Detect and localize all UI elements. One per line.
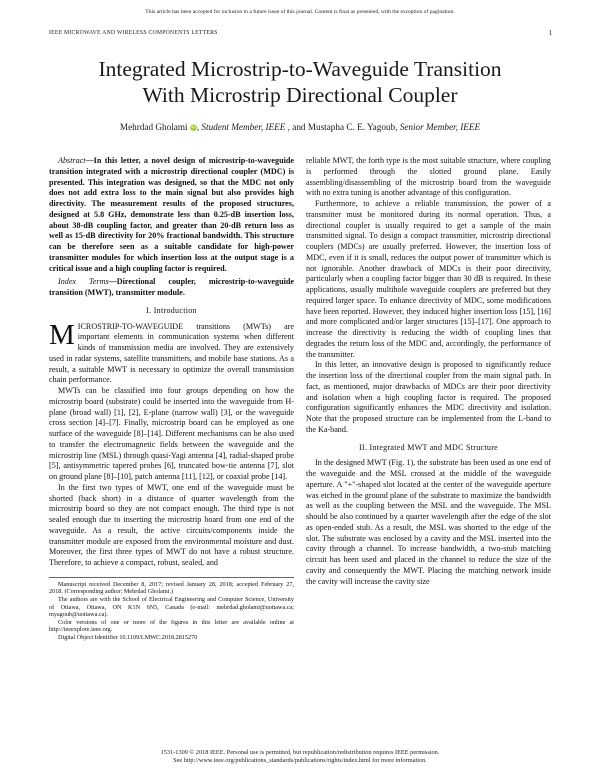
- intro-paragraph-6: In this letter, an innovative design is proposed to significantly reduce the insertion loss of the directional coupler from the main signal path. In fact, as mentioned, major drawbacks of MDCs are their poor directivity and isolation when a high coupling factor is required. The proposed configuration significantly enhances the MDC directivity and isolation. Note that the proposed structure can be implemented from the L-band to the Ka-band.: [306, 360, 551, 434]
- copyright-note: [0, 749, 600, 765]
- footnote-doi: Digital Object Identifier 10.1109/LMWC.2018.2815270: [58, 633, 198, 641]
- paper-title: [0, 56, 600, 108]
- footnote-received: Manuscript received December 8, 2017; revised January 28, 2018; accepted February 27, 2018. (Corresponding author: Mehrdad Gholami.): [49, 580, 294, 596]
- running-head: IEEE MICROWAVE AND WIRELESS COMPONENTS LETTERS: [49, 30, 218, 36]
- index-terms: [49, 277, 294, 299]
- abstract: [49, 156, 294, 274]
- page-number: 1: [548, 29, 552, 37]
- section-heading-intro: I. Introduction: [146, 305, 197, 315]
- intro-paragraph-5: Furthermore, to achieve a reliable transmission, the power of a transmitter must be monitored during its normal operation. Thus, a directional coupler is usually required to get a sample of the main transmitted signal. To design a compact transmitter, microstrip directional couplers (MDCs) are usually preferred. However, the insertion loss of MDC, even if it is small, reduces the output power of transmitter which is not ignorable. Another drawback of MDCs is their poor directivity, particularly when a coupling factor bigger than 30 dB is required. In these applications, usually multihole waveguide couplers are preferred but they required larger space. To enhance directivity of MDC, some modifications have been reported. However, they induced higher insertion loss [15], [16] and more complicated and/or larger structures [15]–[17]. One approach to increase the directivity is reducing the width of coupling lines that degrades the return loss of the MDC and, accordingly, the performance of the transmitter.: [306, 199, 551, 359]
- intro-paragraph-3: In the first two types of MWT, one end of the waveguide must be shorted (back short) in a distance of quarter wavelength from the microstrip board so they are not compact enough. The third type is not sealed enough due to inserting the microstrip board from one end of the waveguide. As a result, the active circuits/components inside the transmitter module are exposed from the environmental moisture and dust. Moreover, the first three types of MWT do not have a robust structure. Therefore, to achieve a compact, robust, sealed, and: [49, 482, 294, 567]
- footnote-affiliation: The authors are with the School of Electrical Engineering and Computer Science, University of Ottawa, Ottawa, ON K1N 6N5, Canada (e-mail: mehrdad.gholami@uottawa.ca; myagoub@uottawa.ca).: [49, 595, 294, 619]
- abstract-label: Abstract: [58, 156, 86, 165]
- acceptance-note: This article has been accepted for inclusion in a future issue of this journal. Content is final as presented, with the exception of pagination.: [145, 9, 455, 15]
- footnote-color: Color versions of one or more of the figures in this letter are available online at http://ieeexplore.ieee.org.: [49, 618, 294, 634]
- copyright-line-2: See http://www.ieee.org/publications_standards/publications/rights/index.html for more information.: [173, 757, 427, 764]
- author-line: [0, 122, 600, 132]
- index-terms-label: Index Terms: [58, 277, 109, 287]
- section-heading-structure: II. Integrated MWT and MDC Structure: [358, 442, 499, 452]
- orcid-icon[interactable]: iD: [190, 124, 196, 130]
- title-line-2: With Microstrip Directional Coupler: [142, 83, 458, 107]
- section2-paragraph-1: In the designed MWT (Fig. 1), the substrate has been used as one end of the waveguide and the MSL crossed at the middle of the waveguide aperture. A "+"-shaped slot located at the center of the waveguide aperture was etched in the ground plane of the substrate to maximize the bandwidth as well as the coupling between the MSL and the waveguide. The MSL should be also continued by a quarter wavelength after the edge of the slot as open-ended stub. As a result, the MSL was shorted to the edge of the slot. The substrate was enclosed by a cavity and the MSL inserted into the cavity through a channel. To increase bandwidth, a two-stub matching circuit has been used and placed in the channel to reduce the size of the cavity and consequently the MWT. Placing the matching network inside the cavity will increase the cavity size: [306, 458, 551, 586]
- intro-paragraph-4: reliable MWT, the forth type is the most suitable structure, where coupling is performed through the slotted ground plane. Easily assembling/disassembling of the microstrip board from the waveguide with no extra tuning is another advantage of this configuration.: [306, 156, 551, 198]
- author-role-1: , Student Member, IEEE: [196, 122, 286, 132]
- drop-cap: M: [49, 318, 75, 351]
- intro-paragraph-1-text: ICROSTRIP-TO-WAVEGUIDE transitions (MWTs) are important elements in communication systems when different kinds of transmission media are involved. They are extensively used in radar systems, satellite transmitters, and mobile base stations. As a result, a suitable MWT is necessary to optimize the overall transmission chain performance.: [49, 321, 294, 385]
- footnotes: [49, 577, 294, 642]
- author-name-1: Mehrdad Gholami: [119, 122, 188, 132]
- right-column: [306, 156, 551, 587]
- abstract-text: —In this letter, a novel design of microstrip-to-waveguide transition integrated with a microstrip directional coupler (MDC) is presented. This integration was designed, so that the MDC not only does not add extra loss to the main signal but also provides high directivity. The measurement results of the proposed structures, designed at 5.8 GHz, demonstrate less than 0.25-dB insertion loss, about 38-dB coupling factor, and greater than 20-dB return loss as well as 15-dB directivity for 20% fractional bandwidth. This structure can be therefore seen as a suitable candidate for high-power transmitter modules for which insertion loss at the output stage is a critical issue and a high coupling factor is required.: [49, 156, 294, 273]
- index-terms-text: —Directional coupler, microstrip-to-waveguide transition (MWT), transmitter module.: [49, 277, 294, 297]
- author-joiner: , and Mustapha C. E. Yagoub,: [287, 122, 398, 132]
- copyright-line-1: 1531-1309 © 2018 IEEE. Personal use is permitted, but republication/redistribution requires IEEE permission.: [160, 749, 440, 756]
- author-role-2: Senior Member, IEEE: [397, 122, 481, 132]
- intro-paragraph-1: [49, 318, 294, 387]
- title-line-1: Integrated Microstrip-to-Waveguide Transition: [98, 57, 502, 81]
- intro-paragraph-2: MWTs can be classified into four groups depending on how the microstrip board (substrate) could be inserted into the waveguide from H-plane (broad wall) [1], [2], E-plane (narrow wall) [3], or the waveguide cross section [4]–[7]. Finally, microstrip board can be employed as one surface of the waveguide [8]–[14]. Different mechanisms can be also used to transfer the electromagnetic fields between the waveguide and the microstrip line (MSL) through quasi-Yagi antenna [4], radial-shaped probe [5], antisymmetric tapered probes [6], truncated bow-tie antenna [7], slot on ground plane [8]–[10], patch antenna [11], [12], or coaxial probe [14].: [49, 386, 294, 481]
- left-column: [49, 156, 294, 642]
